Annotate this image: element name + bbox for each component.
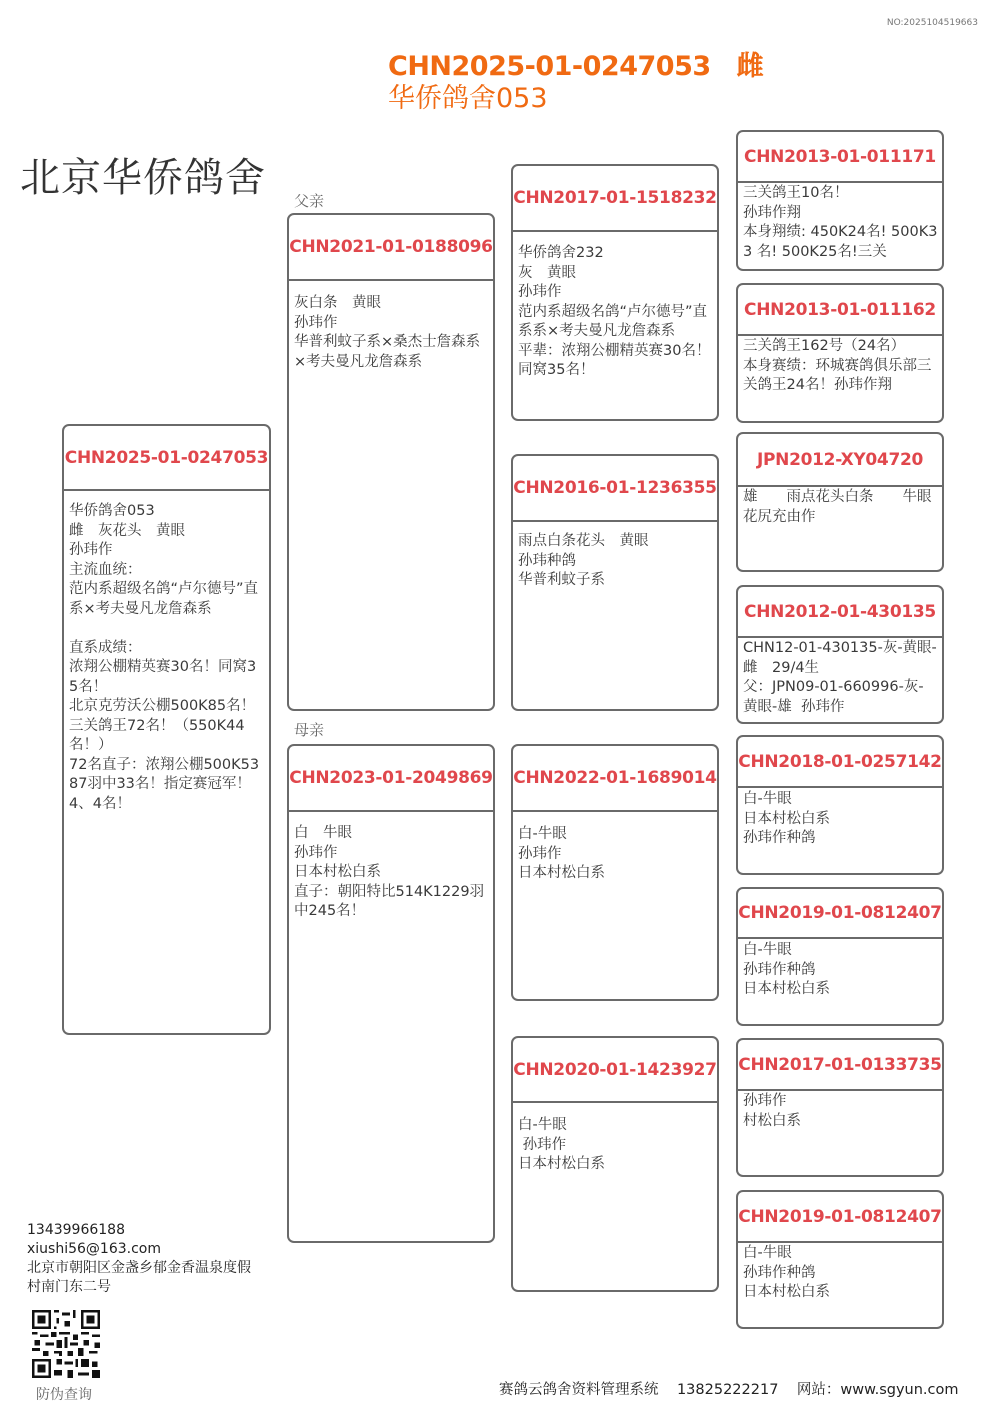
card-header	[738, 1192, 942, 1243]
card-header	[64, 426, 269, 491]
card-ring: CHN2025-01-0247053	[64, 447, 269, 468]
card-details: 白-牛眼 孙玮作种鸽 日本村松白系	[743, 1245, 830, 1300]
qr-code-icon[interactable]	[32, 1310, 100, 1378]
grandparent-card	[511, 164, 719, 421]
great-grandparent-card	[736, 130, 944, 271]
card-details: 雨点白条花头 黄眼 孙玮种鸽 华普利蚊子系	[518, 533, 649, 588]
card-ring: CHN2022-01-1689014	[513, 768, 717, 788]
card-ring: CHN2017-01-0133735	[738, 1054, 942, 1075]
sex-label: 雌	[736, 51, 764, 82]
dam-card	[287, 744, 495, 1243]
footer-phone: 13825222217	[676, 1382, 779, 1398]
card-details: 孙玮作 村松白系	[743, 1093, 801, 1129]
card-header	[738, 587, 942, 638]
contact-address: 北京市朝阳区金盏乡郁金香温泉度假村南门东二号	[27, 1260, 251, 1295]
great-grandparent-card	[736, 585, 944, 724]
document-number: NO:2025104519663	[886, 18, 978, 28]
card-ring: CHN2018-01-0257142	[738, 751, 942, 772]
card-ring: CHN2017-01-1518232	[513, 188, 717, 208]
great-grandparent-card	[736, 1190, 944, 1329]
card-details: 白-牛眼 孙玮作 日本村松白系	[518, 1117, 605, 1172]
great-grandparent-card	[736, 735, 944, 875]
card-header	[289, 215, 493, 281]
great-grandparent-card	[736, 432, 944, 572]
pigeon-name: 华侨鸽舍053	[388, 83, 548, 114]
great-grandparent-card	[736, 1038, 944, 1177]
card-details: 灰白条 黄眼 孙玮作 华普利蚊子系×桑杰士詹森系×考夫曼凡龙詹森系	[294, 295, 481, 370]
sire-card	[287, 213, 495, 711]
card-ring: CHN2021-01-0188096	[289, 237, 493, 257]
card-details: 白-牛眼 日本村松白系 孙玮作种鸽	[743, 791, 830, 846]
grandparent-card	[511, 454, 719, 711]
card-header	[289, 746, 493, 812]
card-header	[513, 746, 717, 812]
card-header	[738, 889, 942, 939]
card-details: 白-牛眼 孙玮作种鸽 日本村松白系	[743, 942, 830, 997]
contact-phone: 13439966188	[27, 1222, 125, 1238]
card-details: 三关鸽王162号（24名） 本身赛绩：环城赛鸽俱乐部三关鸽王24名！孙玮作翔	[743, 338, 932, 393]
card-ring: CHN2020-01-1423927	[513, 1059, 717, 1080]
card-ring: CHN2016-01-1236355	[513, 478, 717, 498]
contact-info	[27, 1221, 252, 1297]
anti-counterfeit-label[interactable]: 防伪查询	[36, 1387, 92, 1403]
card-header	[738, 1040, 942, 1091]
card-header	[513, 1038, 717, 1103]
card-details: 白-牛眼 孙玮作 日本村松白系	[518, 826, 605, 881]
card-ring: CHN2013-01-011162	[744, 299, 936, 320]
great-grandparent-card	[736, 283, 944, 423]
card-ring: CHN2013-01-011171	[744, 146, 936, 167]
card-ring: JPN2012-XY04720	[756, 449, 924, 470]
card-header	[513, 456, 717, 522]
footer-website-link[interactable]: www.sgyun.com	[840, 1382, 959, 1398]
card-ring: CHN2019-01-0812407	[738, 903, 942, 923]
card-details: 三关鸽王10名！ 孙玮作翔 本身翔绩: 450K24名! 500K33 名! 500K25名!三关	[743, 185, 938, 260]
footer-system: 赛鸽云鸽舍资料管理系统	[499, 1382, 659, 1398]
card-ring: CHN2012-01-430135	[744, 601, 936, 622]
card-details: 雄 雨点花头白条 牛眼 花尻充由作	[743, 489, 932, 525]
grandparent-card	[511, 744, 719, 1001]
contact-email: xiushi56@163.com	[27, 1241, 161, 1257]
card-details: 华侨鸽舍232 灰 黄眼 孙玮作 范内系超级名鸽“卢尔德号”直系系×考夫曼凡龙詹森系 平辈：浓翔公棚精英赛30名！同窝35名！	[518, 245, 711, 378]
card-header	[513, 166, 717, 232]
card-header	[738, 132, 942, 183]
card-details: 华侨鸽舍053 雌 灰花头 黄眼 孙玮作 主流血统： 范内系超级名鸽“卢尔德号”直系×考夫曼凡龙詹森系 直系成绩： 浓翔公棚精英赛30名！同窝35名！ 北京克劳沃公棚500K85名！ 三关鸽王72名！（550K44名！） 72名直子：浓翔公棚500K5387羽中33名！指定赛冠军！4、4名！	[69, 503, 260, 812]
subject-card	[62, 424, 271, 1035]
great-grandparent-card	[736, 887, 944, 1026]
sire-label: 父亲	[294, 192, 325, 210]
card-header	[738, 434, 942, 487]
loft-name: 北京华侨鸽舍	[20, 155, 266, 201]
grandparent-card	[511, 1036, 719, 1292]
card-details: 白 牛眼 孙玮作 日本村松白系 直子：朝阳特比514K1229羽中245名！	[294, 825, 485, 919]
footer	[499, 1378, 959, 1399]
card-header	[738, 285, 942, 336]
card-details: CHN12-01-430135-灰-黄眼-雌 29/4生 父：JPN09-01-660996-灰-黄眼-雄 孙玮作	[743, 640, 937, 715]
ring-number: CHN2025-01-0247053	[388, 51, 711, 82]
dam-label: 母亲	[294, 721, 325, 739]
card-ring: CHN2019-01-0812407	[738, 1206, 942, 1227]
card-header	[738, 737, 942, 788]
card-ring: CHN2023-01-2049869	[289, 768, 493, 788]
footer-website-label: 网站：	[796, 1382, 841, 1398]
